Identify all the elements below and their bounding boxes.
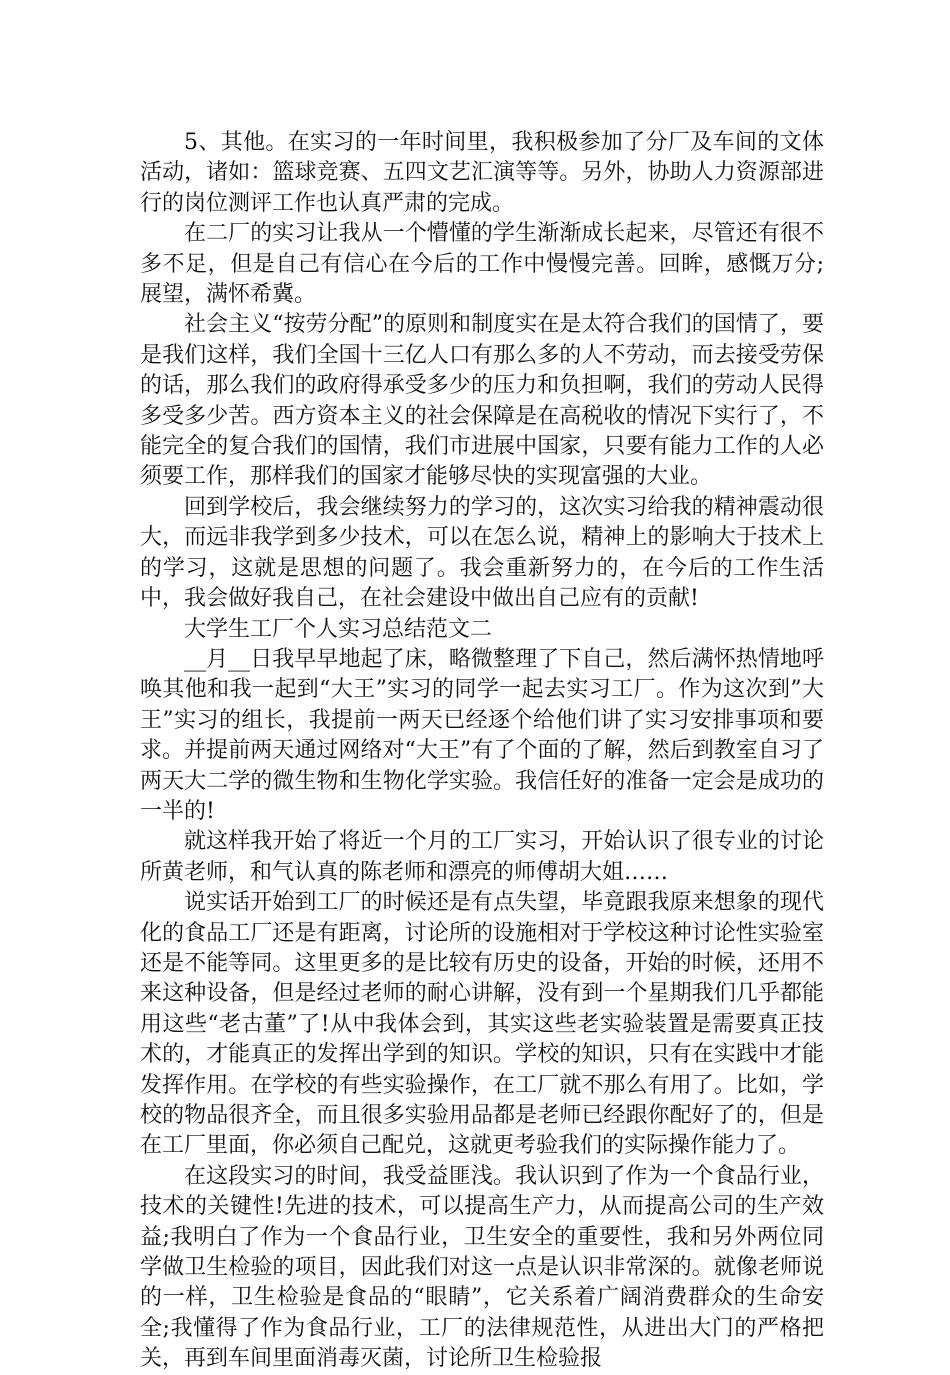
paragraph-factory-impression: 说实话开始到工厂的时候还是有点失望，毕竟跟我原来想象的现代化的食品工厂还是有距离，讨论所的设施相对于学校这种讨论性实验室还是不能等同。这里更多的是比较有历史的设备，开始的时候，还用不来这种设备，但是经过老师的耐心讲解，没有到一个星期我们几乎都能用这些“老古董”了!从中我体会到，其实这些老实验装置是需要真正技术的，才能真正的发挥出学到的知识。学校的知识，只有在实践中才能发挥作用。在学校的有些实验操作，在工厂就不那么有用了。比如，学校的物品很齐全，而且很多实验用品都是老师已经跟你配好了的，但是在工厂里面，你必须自己配兑，这就更考验我们的实际操作能力了。 <box>140 890 824 1159</box>
paragraph-lessons-learned: 在这段实习的时间，我受益匪浅。我认识到了作为一个食品行业，技术的关键性!先进的技术，可以提高生产力，从而提高公司的生产效益;我明白了作为一个食品行业，卫生安全的重要性，我和另外两位同学做卫生检验的项目，因此我们对这一点是认识非常深的。就像老师说的一样，卫生检验是食品的“眼睛”，它关系着广阔消费群众的生命安全;我懂得了作为食品行业，工厂的法律规范性，从进出大门的严格把关，再到车间里面消毒灭菌，讨论所卫生检验报 <box>140 1163 824 1372</box>
section-heading-sample-two: 大学生工厂个人实习总结范文二 <box>184 616 493 642</box>
paragraph-return-to-school: 回到学校后，我会继续努力的学习的，这次实习给我的精神震动很大，而远非我学到多少技术，可以在怎么说，精神上的影响大于技术上的学习，这就是思想的问题了。我会重新努力的，在今后的工作生活中，我会做好我自己，在社会建设中做出自己应有的贡献! <box>140 494 824 612</box>
paragraph-growth: 在二厂的实习让我从一个懵懂的学生渐渐成长起来，尽管还有很不多不足，但是自己有信心在今后的工作中慢慢完善。回眸，感慨万分;展望，满怀希冀。 <box>140 221 824 308</box>
paragraph-start-internship: 就这样我开始了将近一个月的工厂实习，开始认识了很专业的讨论所黄老师，和气认真的陈老师和漂亮的师傅胡大姐…… <box>140 829 824 885</box>
paragraph-first-day: __月__日我早早地起了床，略微整理了下自己，然后满怀热情地呼唤其他和我一起到“大王”实习的同学一起去实习工厂。作为这次到”大王”实习的组长，我提前一两天已经逐个给他们讲了实习安排事项和要求。并提前两天通过网络对“大王”有了个面的了解，然后到教室自习了两天大二学的微生物和生物化学实验。我信任好的准备一定会是成功的一半的! <box>140 646 824 824</box>
paragraph-other-activities: 5、其他。在实习的一年时间里，我积极参加了分厂及车间的文体活动，诸如：篮球竞赛、五四文艺汇演等等。另外，协助人力资源部进行的岗位测评工作也认真严肃的完成。 <box>140 130 824 216</box>
document-body <box>140 128 824 1375</box>
paragraph-distribution-principle: 社会主义“按劳分配”的原则和制度实在是太符合我们的国情了，要是我们这样，我们全国十三亿人口有那么多的人不劳动，而去接受劳保的话，那么我们的政府得承受多少的压力和负担啊，我们的劳动人民得多受多少苦。西方资本主义的社会保障是在高税收的情况下实行了，不能完全的复合我们的国情，我们市进展中国家，只要有能力工作的人必须要工作，那样我们的国家才能够尽快的实现富强的大业。 <box>140 312 824 490</box>
